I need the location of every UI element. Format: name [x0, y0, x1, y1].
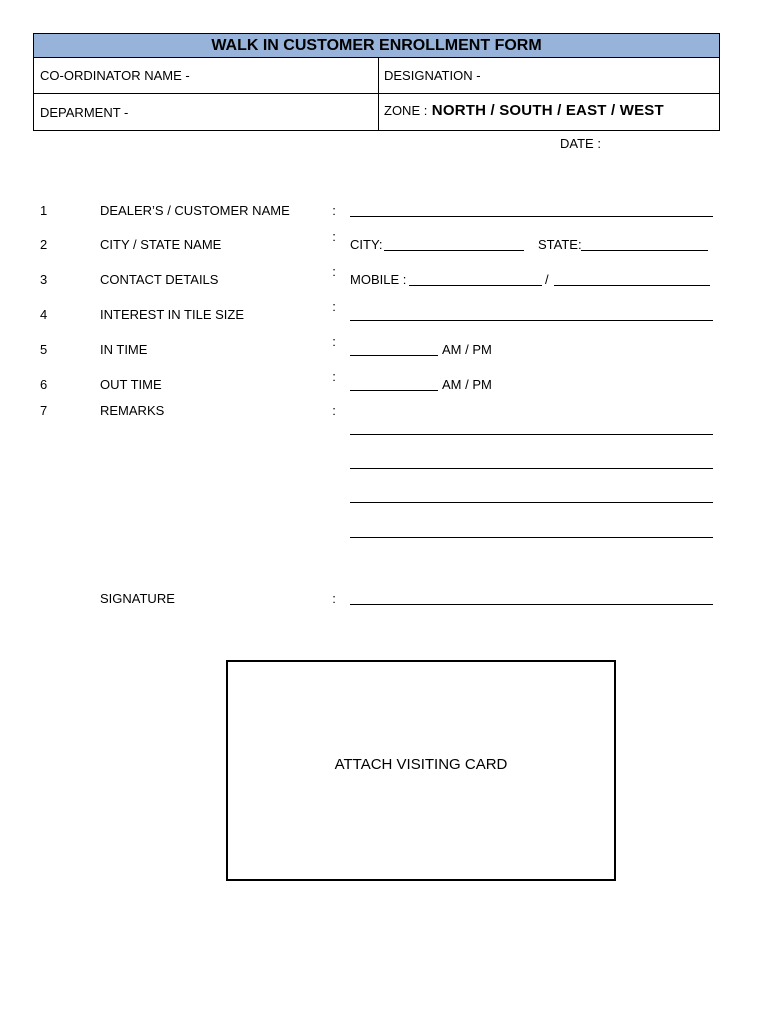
dealer-customer-name-label: DEALER’S / CUSTOMER NAME [100, 203, 290, 218]
mobile-label: MOBILE : [350, 272, 407, 287]
signature-line[interactable] [350, 604, 713, 605]
form-title: WALK IN CUSTOMER ENROLLMENT FORM [34, 34, 719, 58]
contact-details-label: CONTACT DETAILS [100, 272, 219, 287]
colon: : [332, 369, 336, 384]
zone-label: ZONE : [384, 103, 428, 118]
field-number: 5 [40, 342, 48, 357]
field-number: 2 [40, 237, 48, 252]
remarks-line[interactable] [350, 468, 713, 469]
in-time-ampm: AM / PM [442, 342, 492, 357]
colon: : [332, 403, 336, 418]
remarks-label: REMARKS [100, 403, 165, 418]
visiting-card-box [226, 660, 616, 881]
visiting-card-label: ATTACH VISITING CARD [334, 756, 508, 773]
remarks-line[interactable] [350, 502, 713, 503]
city-label: CITY: [350, 237, 383, 252]
colon: : [332, 334, 336, 349]
interest-tile-size-label: INTEREST IN TILE SIZE [100, 307, 244, 322]
zone-field [384, 102, 664, 120]
state-line[interactable] [581, 250, 708, 251]
interest-tile-size-line[interactable] [350, 320, 713, 321]
colon: : [332, 229, 336, 244]
remarks-line[interactable] [350, 434, 713, 435]
field-number: 6 [40, 377, 48, 392]
colon: : [332, 264, 336, 279]
coordinator-name-label: CO-ORDINATOR NAME - [40, 68, 190, 83]
field-number: 3 [40, 272, 48, 287]
colon: : [332, 299, 336, 314]
zone-options: NORTH / SOUTH / EAST / WEST [431, 102, 664, 119]
mobile-line-1[interactable] [409, 285, 542, 286]
in-time-label: IN TIME [100, 342, 148, 357]
field-number: 1 [40, 203, 48, 218]
field-number: 4 [40, 307, 48, 322]
signature-label: SIGNATURE [100, 591, 175, 606]
table-divider-horizontal [34, 93, 719, 94]
designation-label: DESIGNATION - [384, 68, 481, 83]
city-state-name-label: CITY / STATE NAME [100, 237, 222, 252]
remarks-line[interactable] [350, 537, 713, 538]
colon: : [332, 203, 336, 218]
mobile-line-2[interactable] [554, 285, 710, 286]
date-label: DATE : [560, 136, 601, 151]
out-time-label: OUT TIME [100, 377, 162, 392]
table-divider-vertical [378, 58, 379, 130]
out-time-line[interactable] [350, 390, 438, 391]
header-table [33, 33, 720, 131]
state-label: STATE: [538, 237, 582, 252]
mobile-separator: / [545, 272, 549, 287]
city-line[interactable] [384, 250, 524, 251]
field-number: 7 [40, 403, 48, 418]
dealer-customer-name-line[interactable] [350, 216, 713, 217]
out-time-ampm: AM / PM [442, 377, 492, 392]
in-time-line[interactable] [350, 355, 438, 356]
department-label: DEPARMENT - [40, 105, 129, 120]
colon: : [332, 591, 336, 606]
